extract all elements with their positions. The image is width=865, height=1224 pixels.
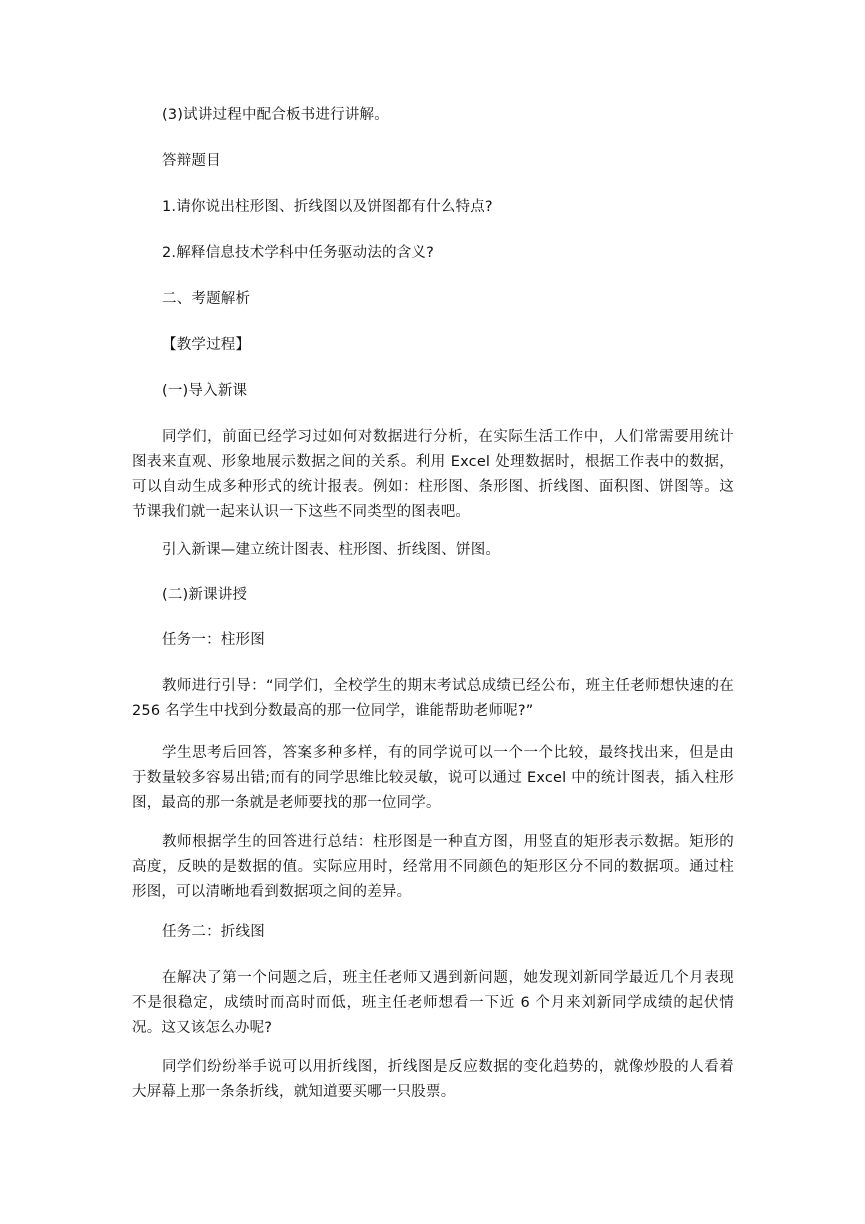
subheading-new-lesson-teaching: (二)新课讲授 (162, 587, 248, 603)
question-1: 1.请你说出柱形图、折线图以及饼图都有什么特点? (162, 199, 493, 215)
section-heading-defense-questions: 答辩题目 (162, 153, 221, 169)
subheading-introduction: (一)导入新课 (162, 383, 248, 399)
paragraph-instruction: (3)试讲过程中配合板书进行讲解。 (162, 107, 389, 123)
task-1-heading: 任务一：柱形图 (162, 632, 265, 648)
paragraph-line-chart: 同学们纷纷举手说可以用折线图，折线图是反应数据的变化趋势的，就像炒股的人看着大屏幕上那一条条折线，就知道要买哪一只股票。 (132, 1059, 734, 1100)
paragraph-new-problem: 在解决了第一个问题之后，班主任老师又遇到新问题，她发现刘新同学最近几个月表现不是很稳定，成绩时而高时而低，班主任老师想看一下近 6 个月来刘新同学成绩的起伏情况。这又该怎么办呢? (132, 970, 734, 1036)
task-2-heading: 任务二：折线图 (162, 924, 265, 940)
section-heading-analysis: 二、考题解析 (162, 291, 251, 307)
paragraph-new-lesson: 引入新课—建立统计图表、柱形图、折线图、饼图。 (162, 542, 501, 558)
paragraph-introduction: 同学们，前面已经学习过如何对数据进行分析，在实际生活工作中，人们常需要用统计图表来直观、形象地展示数据之间的关系。利用 Excel 处理数据时，根据工作表中的数据，可以自动生成多种形式的统计报表。例如：柱形图、条形图、折线图、面积图、饼图等。这节课我们就一起来认识一下这些不同类型的图表吧。 (132, 429, 734, 520)
paragraph-teacher-guidance: 教师进行引导：“同学们，全校学生的期末考试总成绩已经公布，班主任老师想快速的在 256 名学生中找到分数最高的那一位同学，谁能帮助老师呢?” (132, 678, 734, 719)
paragraph-student-answers: 学生思考后回答，答案多种多样，有的同学说可以一个一个比较，最终找出来，但是由于数量较多容易出错;而有的同学思维比较灵敏，说可以通过 Excel 中的统计图表，插入柱形图，最高的那一条就是老师要找的那一位同学。 (132, 745, 734, 811)
question-2: 2.解释信息技术学科中任务驱动法的含义? (162, 245, 435, 261)
paragraph-column-chart-summary: 教师根据学生的回答进行总结：柱形图是一种直方图，用竖直的矩形表示数据。矩形的高度，反映的是数据的值。实际应用时，经常用不同颜色的矩形区分不同的数据项。通过柱形图，可以清晰地看到数据项之间的差异。 (132, 834, 734, 900)
section-heading-teaching-process: 【教学过程】 (162, 337, 251, 353)
